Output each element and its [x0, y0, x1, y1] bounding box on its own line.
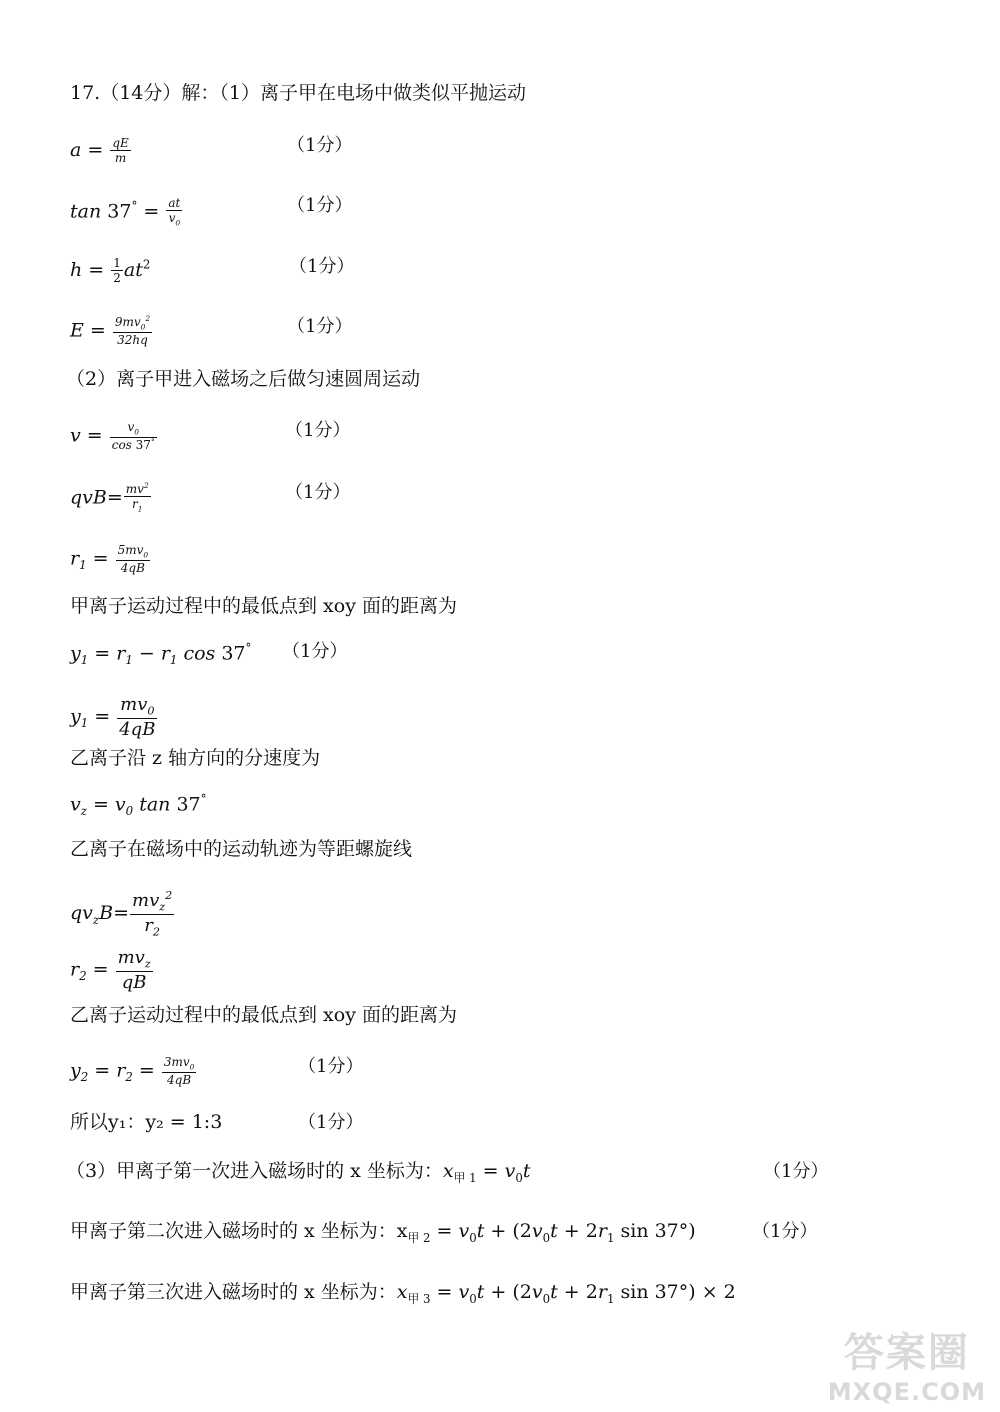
text-yi-z: 乙离子沿 z 轴方向的分速度为 — [70, 747, 321, 769]
score-10: （1分） — [763, 1161, 829, 1182]
eq-velocity: v = $\frac{v_0}{\cos 37^\circ}$ — [70, 420, 155, 453]
score-5: （1分） — [285, 420, 351, 441]
eq-r2: $r_2$ = $\frac{mv_z}{qB}$ — [70, 947, 151, 993]
watermark-logo — [828, 1321, 986, 1406]
eq-y1-expr: $y_1 = r_1 - r_1$ cos 37° — [70, 641, 252, 668]
eq-vz: $v_z = v_0$ tan 37° — [70, 792, 207, 819]
score-6: （1分） — [285, 482, 351, 503]
score-4: （1分） — [287, 316, 353, 337]
part-2-header: （2）离子甲进入磁场之后做匀速圆周运动 — [66, 368, 421, 390]
score-11: （1分） — [752, 1221, 818, 1242]
eq-height: h = $\frac{1}{2}$ $at^2$ — [70, 256, 151, 286]
eq-field: E = $\frac{9mv_0^2}{32hq}$ — [70, 314, 151, 348]
score-1: （1分） — [287, 135, 353, 156]
text-lowest-yi: 乙离子运动过程中的最低点到 xoy 面的距离为 — [70, 1004, 457, 1026]
score-7: （1分） — [282, 641, 348, 662]
score-8: （1分） — [298, 1056, 364, 1077]
text-lowest-jia: 甲离子运动过程中的最低点到 xoy 面的距离为 — [70, 595, 457, 617]
text-part3-second: 甲离子第二次进入磁场时的 x 坐标为：$x_{甲 2} = v_0t + (2v_0t + 2r_1$ sin 37°) — [70, 1220, 696, 1245]
watermark-bottom-text: MXQE.COM — [827, 1378, 986, 1406]
score-3: （1分） — [289, 256, 355, 277]
score-9: （1分） — [298, 1112, 364, 1133]
eq-lorentz-2: $qv_zB=$ $\frac{mv_z^2}{r_2}$ — [70, 889, 173, 939]
eq-y1: $y_1$ = $\frac{mv_0}{4qB}$ — [70, 694, 156, 740]
eq-acceleration: a = $\frac{qE}{m}$ — [70, 136, 129, 166]
eq-tan: tan 37° = $\frac{at}{v_0}$ — [70, 196, 181, 228]
text-part3-third: 甲离子第三次进入磁场时的 x 坐标为：$x_{甲 3} = v_0t + (2v_0t + 2r_1$ sin 37°) × 2 — [70, 1281, 736, 1306]
eq-y2: $y_2 = r_2$ = $\frac{3mv_0}{4qB}$ — [70, 1055, 195, 1088]
question-header: 17.（14分）解：（1）离子甲在电场中做类似平抛运动 — [70, 82, 526, 104]
watermark-top-text: 答案圈 — [843, 1330, 970, 1376]
score-2: （1分） — [287, 195, 353, 216]
text-part3-first: （3）甲离子第一次进入磁场时的 x 坐标为：$x_{甲 1} = v_0t$ — [66, 1160, 531, 1185]
eq-r1: $r_1$ = $\frac{5mv_0}{4qB}$ — [70, 543, 149, 576]
eq-lorentz-1: qvB= $\frac{mv^2}{r_1}$ — [70, 481, 149, 514]
text-ratio: 所以y₁：y₂ = 1:3 — [70, 1111, 223, 1133]
text-yi-helix: 乙离子在磁场中的运动轨迹为等距螺旋线 — [70, 838, 413, 860]
